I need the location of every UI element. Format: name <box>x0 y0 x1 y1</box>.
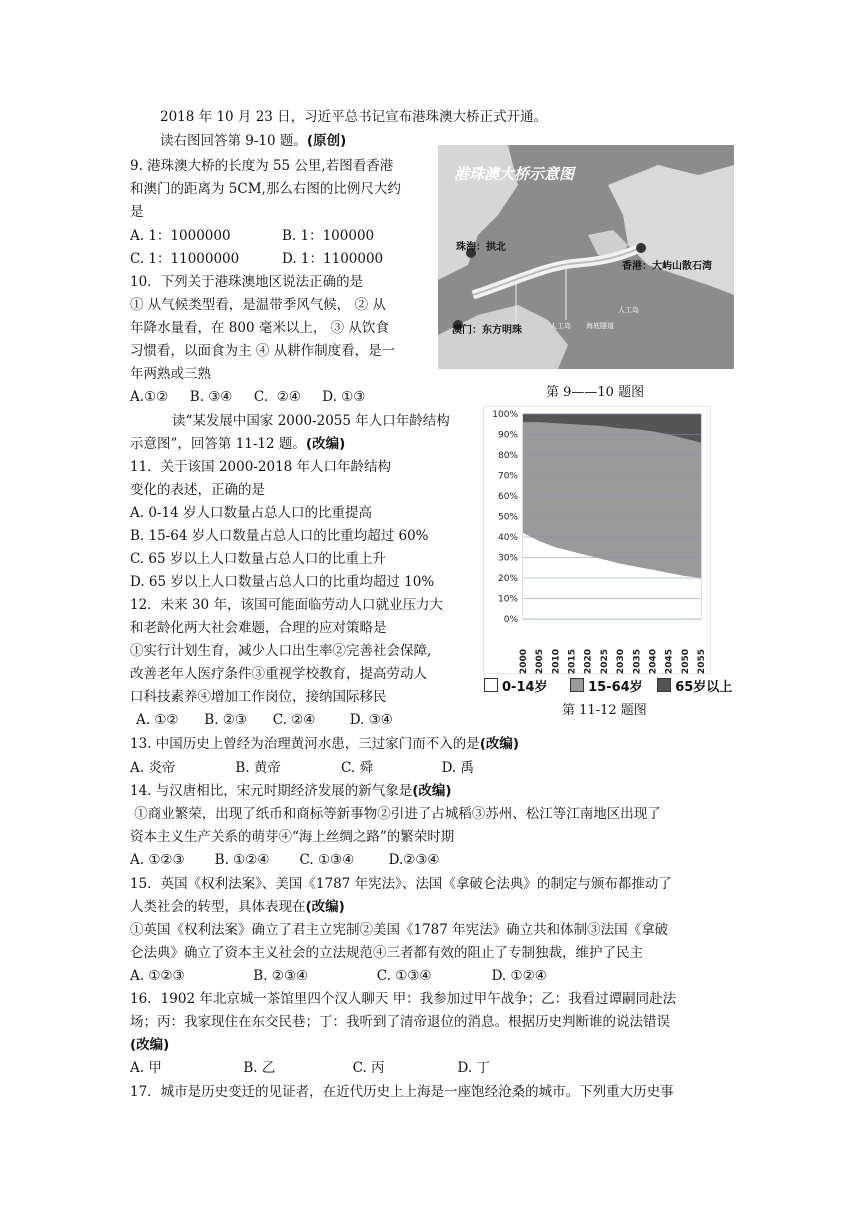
intro2-line1: 读“某发展中国家 2000-2055 年人口年龄结构 <box>172 413 450 429</box>
legend-swatch-15-64 <box>570 678 584 692</box>
legend-label-0-14: 0-14岁 <box>502 680 548 695</box>
q15-options: A. ①②③ B. ②③④ C. ①③④ D. ①②④ <box>130 968 547 984</box>
q11-option-d: D. 65 岁以上人口数量占总人口的比重均超过 10% <box>130 574 435 590</box>
intro-line1: 2018 年 10 月 23 日，习近平总书记宣布港珠澳大桥正式开通。 <box>160 109 548 125</box>
q10-line2: ① 从气候类型看，是温带季风气候， ② 从 <box>130 297 386 313</box>
chart-caption: 第 11-12 题图 <box>562 703 647 718</box>
map-label-zhuhai: 珠海：拱北 <box>456 242 506 253</box>
q15-line2-text: 人类社会的转型，具体表现在 <box>130 899 306 915</box>
q14-options: A. ①②③ B. ①②④ C. ①③④ D.②③④ <box>130 852 440 868</box>
legend-swatch-65plus <box>657 678 671 692</box>
q16-line1: 16．1902 年北京城一茶馆里四个汉人聊天 甲：我参加过甲午战争；乙：我看过谭嗣同赴法 <box>130 991 677 1007</box>
x-tick-label-11: 2055 <box>697 649 707 674</box>
q11-option-a: A. 0-14 岁人口数量占总人口的比重提高 <box>130 505 372 521</box>
y-tick-label-3: 30% <box>497 553 518 564</box>
q14-line2: ①商业繁荣，出现了纸币和商标等新事物②引进了占城稻③苏州、松江等江南地区出现了 <box>130 806 661 822</box>
intro-tag: (原创) <box>306 133 347 149</box>
q15-line3: ①英国《权利法案》确立了君主立宪制②美国《1787 年宪法》确立共和体制③法国《拿破 <box>130 922 669 938</box>
map-label-tunnel: 海底隧道 <box>586 322 614 330</box>
map-title: 港珠澳大桥示意图 <box>454 165 575 183</box>
q10-line4: 习惯看，以面食为主 ④ 从耕作制度看，是一 <box>130 343 396 359</box>
y-tick-label-10: 100% <box>492 410 518 420</box>
q14-line1 <box>130 780 452 802</box>
q13-line1 <box>130 733 519 755</box>
q17-line1: 17．城市是历史变迁的见证者，在近代历史上上海是一座饱经沧桑的城市。下列重大历史事 <box>130 1084 674 1100</box>
q9-option-a: A. 1：1000000 <box>130 228 231 244</box>
q9-line2: 和澳门的距离为 5CM,那么右图的比例尺大约 <box>130 181 401 197</box>
intro-line2 <box>160 130 346 152</box>
q11-line2: 变化的表述，正确的是 <box>130 482 265 498</box>
y-tick-label-9: 90% <box>497 430 518 441</box>
chart-legend <box>484 676 732 695</box>
x-tick-label-10: 2050 <box>680 649 691 674</box>
q9-option-b: B. 1：100000 <box>282 228 375 244</box>
q14-text: 14. 与汉唐相比，宋元时期经济发展的新气象是 <box>130 783 413 799</box>
legend-swatch-0-14 <box>484 678 498 692</box>
intro2-line2 <box>130 433 345 455</box>
q10-options: A.①② B. ③④ C. ②④ D. ①③ <box>130 389 366 405</box>
q13-tag: (改编) <box>479 736 520 752</box>
population-chart-svg <box>483 406 711 674</box>
x-tick-label-9: 2045 <box>664 649 675 674</box>
bridge-map <box>438 145 734 369</box>
y-tick-label-6: 60% <box>497 492 518 502</box>
q9-line1: 9. 港珠澳大桥的长度为 55 公里,若图看香港 <box>130 158 394 174</box>
q10-line3: 年降水量看，在 800 毫米以上， ③ 从饮食 <box>130 320 389 336</box>
intro2-tag: (改编) <box>305 436 346 452</box>
legend-label-65plus: 65岁以上 <box>675 680 733 695</box>
q12-line3: ①实行计划生育，减少人口出生率②完善社会保障, <box>130 643 432 659</box>
x-tick-label-4: 2020 <box>583 649 594 674</box>
y-tick-label-4: 40% <box>497 533 518 543</box>
x-tick-label-3: 2015 <box>567 649 578 674</box>
q11-line1: 11．关于该国 2000-2018 年人口年龄结构 <box>130 459 392 475</box>
q12-line1: 12．未来 30 年，该国可能面临劳动人口就业压力大 <box>130 597 443 613</box>
q15-line1: 15．英国《权利法案》、美国《1787 年宪法》、法国《拿破仑法典》的制定与颁布都推动了 <box>130 876 672 892</box>
intro-line2-text: 读右图回答第 9-10 题。 <box>160 133 307 149</box>
legend-label-15-64: 15-64岁 <box>588 680 643 695</box>
q10-line1: 10．下列关于港珠澳地区说法正确的是 <box>130 274 364 290</box>
q15-tag: (改编) <box>305 899 345 915</box>
q16-line2: 场；丙：我家现住在东交民巷；丁：我听到了清帝退位的消息。根据历史判断谁的说法错误 <box>130 1014 670 1030</box>
q16-options: A. 甲 B. 乙 C. 丙 D. 丁 <box>130 1060 490 1076</box>
q10-line5: 年两熟或三熟 <box>130 366 211 382</box>
q14-line3: 资本主义生产关系的萌芽④“海上丝绸之路”的繁荣时期 <box>130 829 455 845</box>
map-label-island2: 人工岛 <box>550 322 571 330</box>
x-tick-label-5: 2025 <box>599 649 610 674</box>
y-tick-label-8: 80% <box>497 451 518 461</box>
x-tick-label-1: 2005 <box>535 649 546 674</box>
q14-tag: (改编) <box>412 783 452 799</box>
y-tick-label-1: 10% <box>497 594 518 605</box>
x-tick-label-6: 2030 <box>616 649 627 674</box>
q13-text: 13. 中国历史上曾经为治理黄河水患，三过家门而不入的是 <box>130 736 480 752</box>
q11-option-c: C. 65 岁以上人口数量占总人口的比重上升 <box>130 551 386 567</box>
q13-options: A. 炎帝 B. 黄帝 C. 舜 D. 禹 <box>130 760 475 776</box>
q11-option-b: B. 15-64 岁人口数量占总人口的比重均超过 60% <box>130 528 429 544</box>
q12-line5: 口科技素养④增加工作岗位，接纳国际移民 <box>130 689 387 705</box>
q15-line2 <box>130 896 345 918</box>
q16-tag: (改编) <box>130 1037 170 1053</box>
x-tick-label-7: 2035 <box>632 649 643 674</box>
q9-option-c: C. 1：11000000 <box>130 251 240 267</box>
x-tick-label-0: 2000 <box>519 649 529 674</box>
population-chart <box>483 406 711 674</box>
x-tick-label-2: 2010 <box>551 649 562 674</box>
q12-options: A. ①② B. ②③ C. ②④ D. ③④ <box>136 712 393 728</box>
map-label-island1: 人工岛 <box>618 306 639 314</box>
map-label-macau: 澳门：东方明珠 <box>452 325 522 336</box>
intro2-line2-text: 示意图”，回答第 11-12 题。 <box>130 436 306 452</box>
q9-line3: 是 <box>130 204 144 220</box>
q12-line4: 改善老年人医疗条件③重视学校教育，提高劳动人 <box>130 666 427 682</box>
y-tick-label-0: 0% <box>503 615 518 625</box>
q15-line4: 仑法典》确立了资本主义社会的立法规范④三者都有效的阻止了专制独裁，维护了民主 <box>130 945 643 961</box>
q12-line2: 和老龄化两大社会难题，合理的应对策略是 <box>130 620 387 636</box>
y-tick-label-7: 70% <box>497 471 518 482</box>
y-tick-label-2: 20% <box>497 574 518 584</box>
x-tick-label-8: 2040 <box>648 649 659 674</box>
y-tick-label-5: 50% <box>497 512 518 523</box>
q9-option-d: D. 1：1100000 <box>282 251 384 267</box>
map-caption: 第 9——10 题图 <box>546 385 645 400</box>
map-label-hongkong: 香港：大屿山散石湾 <box>622 261 712 272</box>
